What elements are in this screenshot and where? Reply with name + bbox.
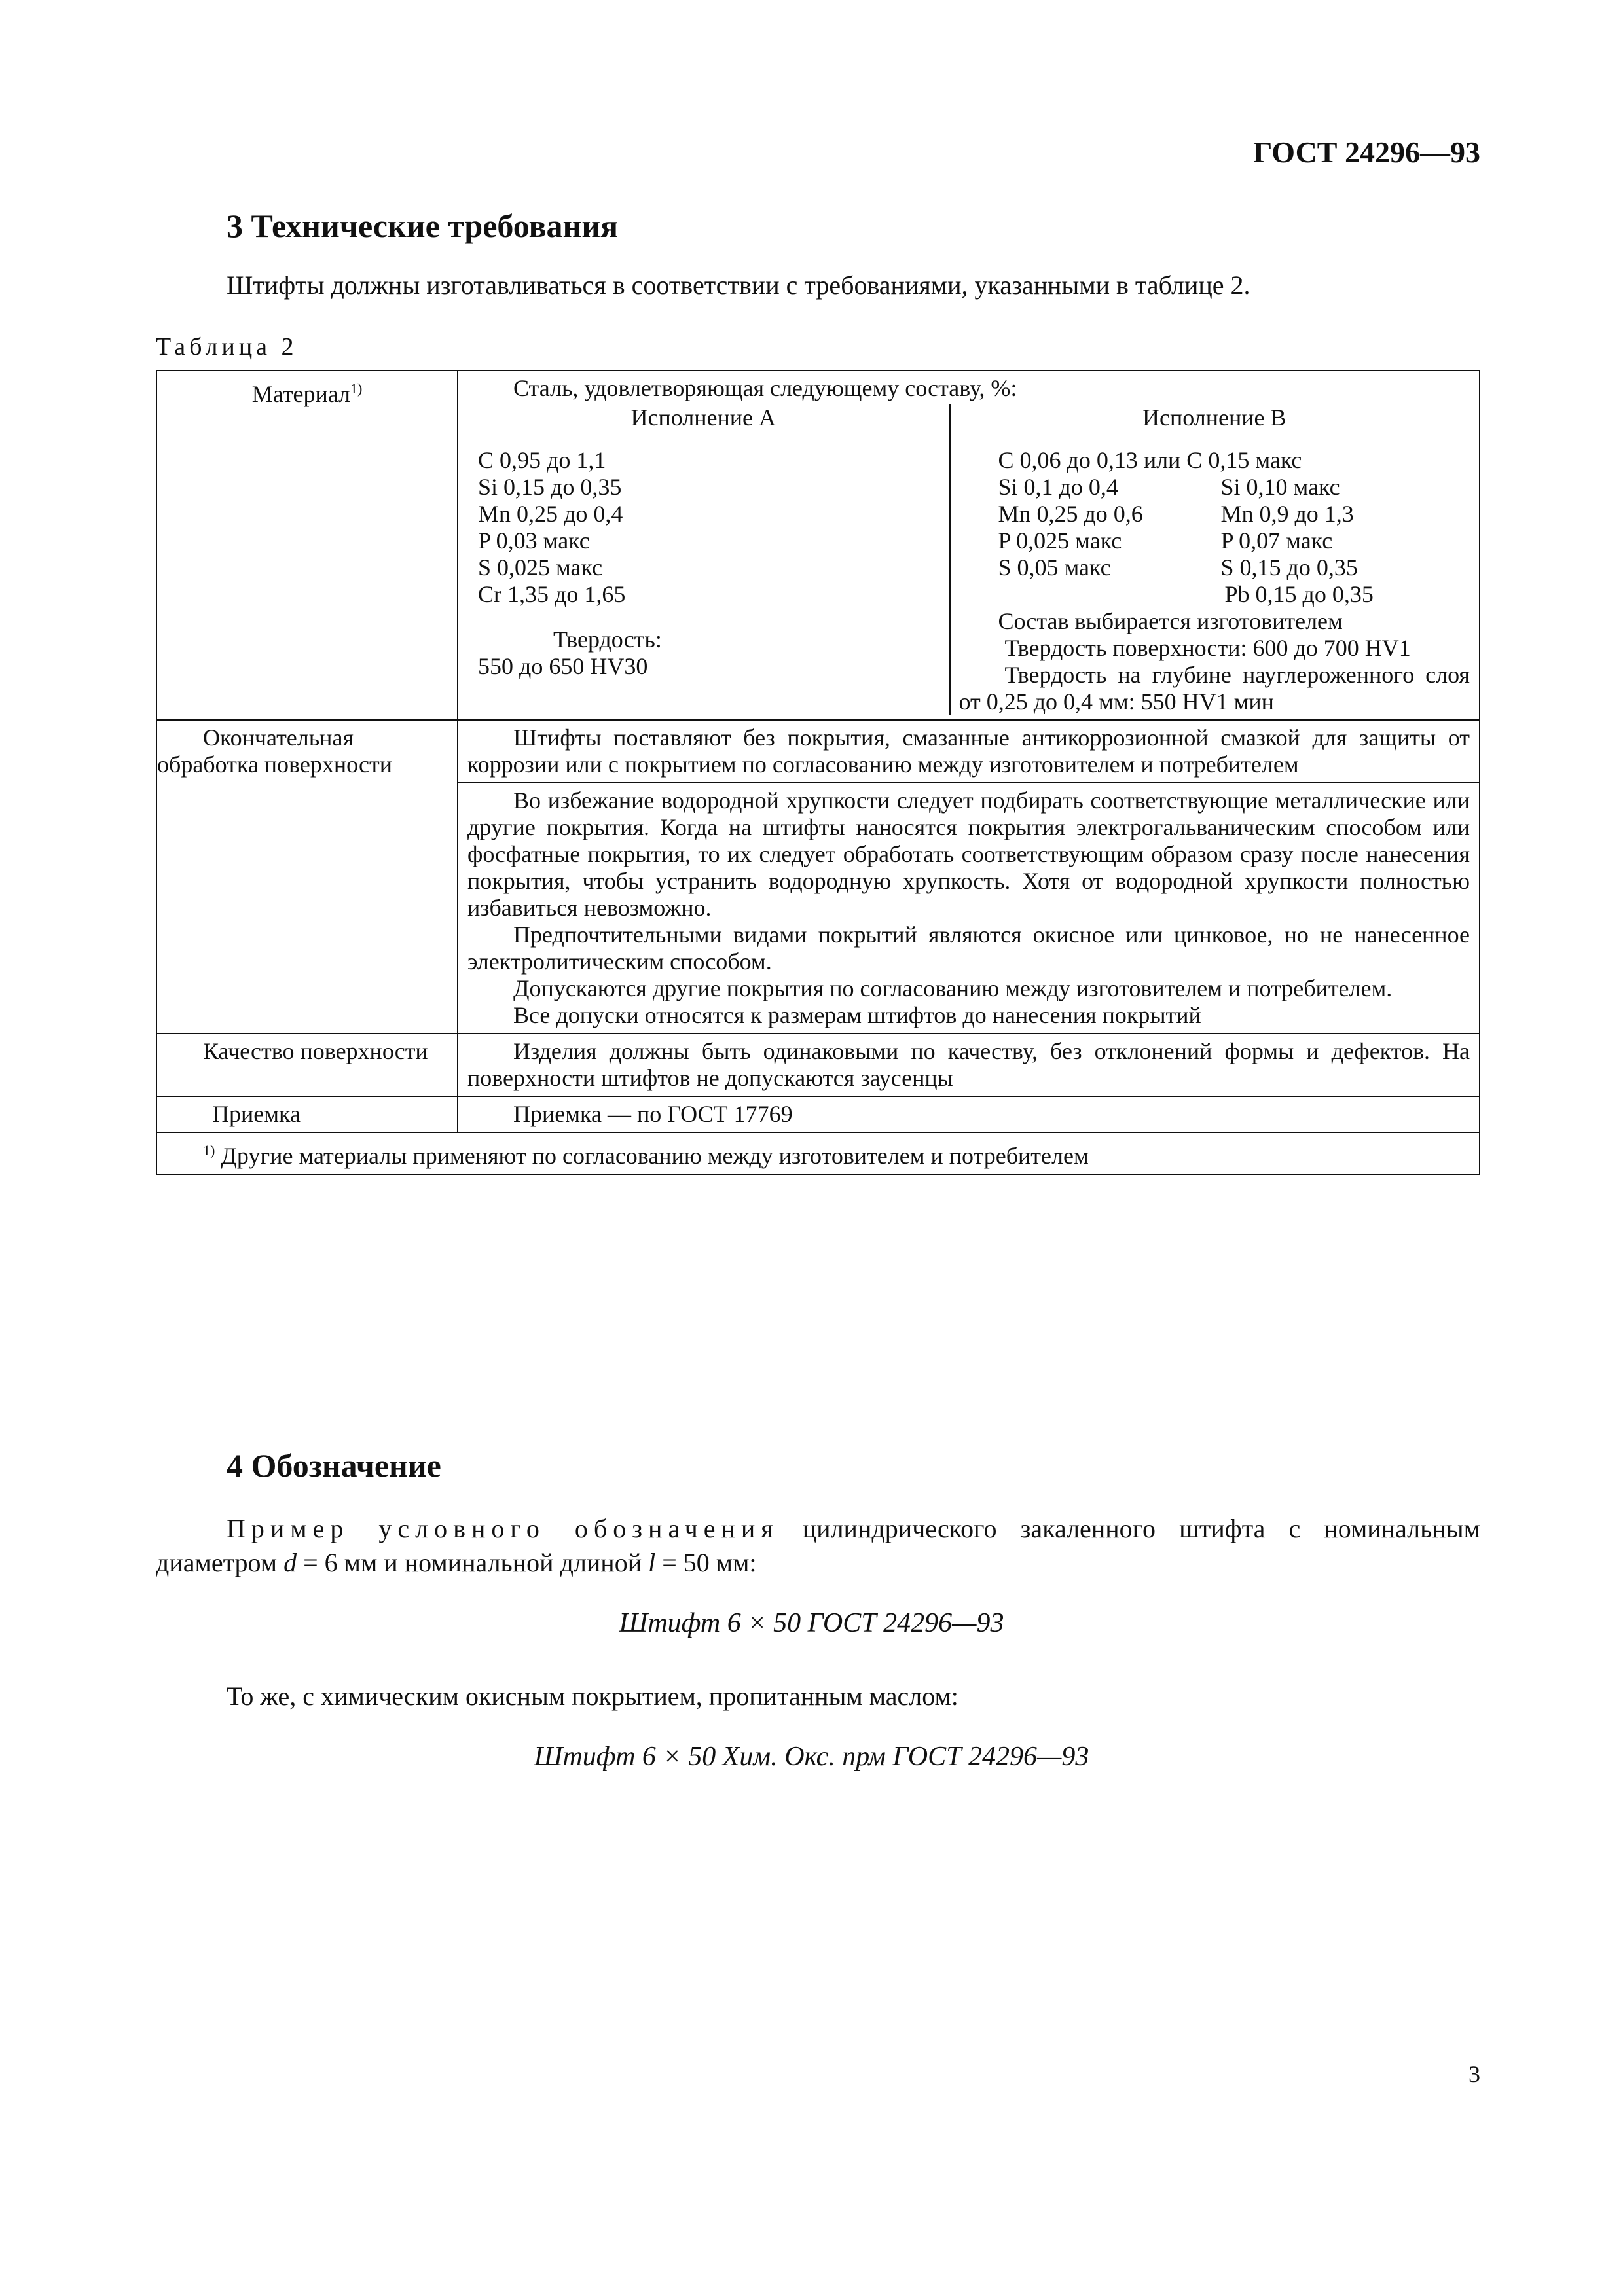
list-item: Mn 0,25 до 0,4	[478, 501, 623, 527]
designation-same-text: То же, с химическим окисным покрытием, пропитанным маслом:	[227, 1681, 958, 1711]
table-row-acceptance	[156, 1096, 1480, 1132]
coatings-paragraph: Допускаются другие покрытия по согласованию между изготовителем и потребителем.	[513, 975, 1393, 1001]
list-item: S 0,025 макс	[478, 554, 603, 581]
acceptance-text-cell: Приемка — по ГОСТ 17769	[458, 1096, 1480, 1132]
list-item: P 0,03 макс	[478, 528, 590, 554]
list-item: P 0,025 макс	[998, 528, 1122, 554]
execution-b-depth-hardness: Твердость на глубине науглероженного слоя от 0,25 до 0,4 мм: 550 HV1 мин	[958, 662, 1470, 715]
material-label-cell	[156, 370, 458, 720]
execution-a-hardness-value: 550 до 650 HV30	[478, 653, 648, 679]
list-item: Cr 1,35 до 1,65	[478, 581, 626, 607]
execution-b	[949, 404, 1470, 715]
list-item: Mn 0,25 до 0,6	[998, 501, 1143, 527]
list-item: C 0,95 до 1,1	[478, 447, 606, 473]
coatings-paragraph: Во избежание водородной хрупкости следует подбирать соответствующие металлические или другие покрытия. Когда на штифты наносятся покрытия электрогальваническим способом или фосфатные покрытия, то их следует обработать соответствующим образом сразу после нанесения покрытия, чтобы устранить водородную хрупкость. Хотя от водородной хрупкости полностью избавиться невозможно.	[467, 787, 1470, 921]
section-3-title: 3 Технические требования	[227, 207, 619, 244]
coatings-text-cell	[458, 783, 1480, 1033]
finish-label: Окончательная обработка поверхности	[157, 725, 392, 778]
designation-lead-text: = 50 мм:	[655, 1548, 757, 1577]
execution-a-title: Исполнение А	[630, 404, 776, 431]
table-row-quality	[156, 1033, 1480, 1096]
list-item: S 0,15 до 0,35	[1220, 554, 1358, 581]
execution-b-title: Исполнение В	[1142, 404, 1286, 431]
footnote-mark: 1)	[203, 1142, 215, 1158]
table-row-finish	[156, 720, 1480, 783]
variable-l: l	[648, 1548, 656, 1577]
page-number: 3	[1468, 2061, 1480, 2087]
execution-b-surface-hardness: Твердость поверхности: 600 до 700 HV1	[1004, 635, 1411, 661]
execution-a	[467, 404, 949, 715]
designation-lead	[156, 1512, 1480, 1580]
section-4-title: 4 Обозначение	[227, 1447, 441, 1484]
table-row-material	[156, 370, 1480, 720]
quality-label-cell	[156, 1033, 458, 1096]
footnote-cell	[156, 1132, 1480, 1174]
designation-lead-text: = 6 мм и номинальной длиной	[297, 1548, 649, 1577]
document-code: ГОСТ 24296—93	[1253, 135, 1480, 169]
list-item: S 0,05 макс	[998, 554, 1111, 581]
execution-b-first-line: C 0,06 до 0,13 или C 0,15 макс	[998, 447, 1302, 473]
composition-grid	[467, 404, 1470, 715]
list-item: Si 0,10 макс	[1220, 474, 1340, 500]
table-row-footnote	[156, 1132, 1480, 1174]
material-label: Материал	[251, 381, 350, 407]
designation-lead-spaced: Пример условного обозначения	[227, 1514, 779, 1543]
list-item: Si 0,15 до 0,35	[478, 474, 622, 500]
designation-lead-text: цилиндрического закаленного штифта с номинальным диаметром	[156, 1514, 1480, 1577]
finish-label-cell	[156, 720, 458, 1033]
table-caption: Таблица 2	[156, 333, 298, 361]
quality-text-cell: Изделия должны быть одинаковыми по качеству, без отклонений формы и дефектов. На поверхности штифтов не допускаются заусенцы	[458, 1033, 1480, 1096]
footnote-text: Другие материалы применяют по согласованию между изготовителем и потребителем	[221, 1143, 1089, 1169]
material-composition-cell	[458, 370, 1480, 720]
variable-d: d	[283, 1548, 297, 1577]
footnote-mark: 1)	[350, 380, 363, 397]
designation-example-1: Штифт 6 × 50 ГОСТ 24296—93	[619, 1608, 1004, 1638]
composition-header: Сталь, удовлетворяющая следующему составу, %:	[513, 375, 1017, 401]
finish-text-cell: Штифты поставляют без покрытия, смазанные антикоррозионной смазкой для защиты от коррозии или с покрытием по согласованию между изготовителем и потребителем	[458, 720, 1480, 783]
section-3-intro: Штифты должны изготавливаться в соответствии с требованиями, указанными в таблице 2.	[227, 270, 1250, 300]
list-item: Pb 0,15 до 0,35	[1224, 581, 1374, 607]
list-item: P 0,07 макс	[1220, 528, 1333, 554]
coatings-paragraph: Предпочтительными видами покрытий являются окисное или цинковое, но не нанесенное электролитическим способом.	[467, 922, 1470, 975]
execution-b-grid	[958, 474, 1470, 608]
coatings-paragraph: Все допуски относятся к размерам штифтов до нанесения покрытий	[513, 1002, 1201, 1028]
designation-example-2: Штифт 6 × 50 Хим. Окс. прм ГОСТ 24296—93	[534, 1742, 1089, 1772]
list-item: Si 0,1 до 0,4	[998, 474, 1118, 500]
quality-label: Качество поверхности	[203, 1038, 428, 1064]
execution-b-choice: Состав выбирается изготовителем	[998, 608, 1343, 634]
requirements-table	[156, 370, 1480, 1175]
execution-a-hardness-label: Твердость:	[553, 626, 662, 653]
execution-a-list	[467, 447, 939, 680]
acceptance-label-cell: Приемка	[156, 1096, 458, 1132]
list-item: Mn 0,9 до 1,3	[1220, 501, 1354, 527]
